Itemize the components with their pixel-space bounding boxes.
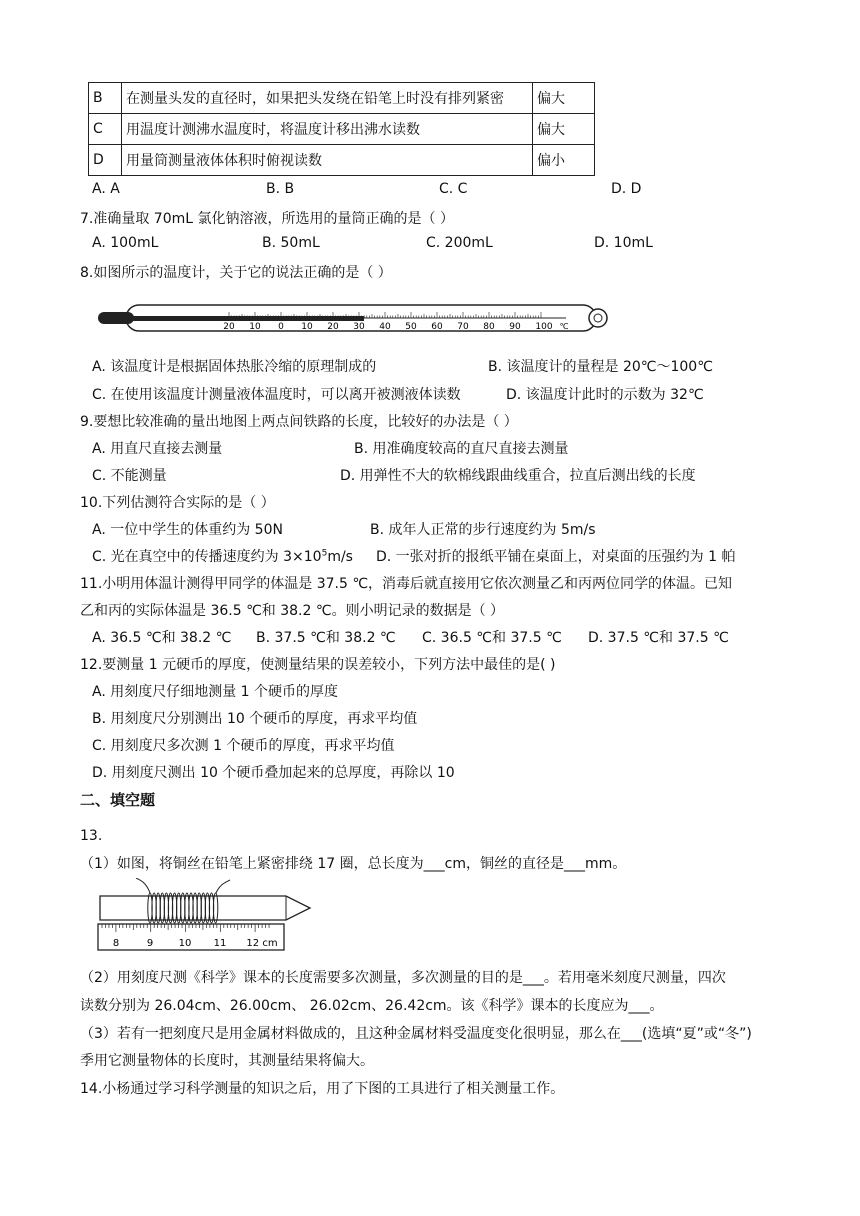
copper-wire-figure xyxy=(96,878,312,954)
q10-option-a: A. 一位中学生的体重约为 50N xyxy=(92,522,283,538)
scale-label: 10 xyxy=(249,322,261,332)
section-heading: 二、填空题 xyxy=(80,791,156,809)
scale-label: 40 xyxy=(379,322,391,332)
q6-option-c: C. C xyxy=(439,181,468,197)
q7-option-b: B. 50mL xyxy=(262,235,320,251)
q12-option-b: B. 用刻度尺分别测出 10 个硬币的厚度，再求平均值 xyxy=(92,711,418,727)
ruler-label: 8 xyxy=(112,938,120,949)
q13-number: 13. xyxy=(80,828,103,844)
q9-option-c: C. 不能测量 xyxy=(92,468,167,484)
q8-option-b: B. 该温度计的量程是 20℃～100℃ xyxy=(488,359,713,375)
scale-unit: ℃ xyxy=(559,322,569,331)
q12-option-a: A. 用刻度尺仔细地测量 1 个硬币的厚度 xyxy=(92,684,339,700)
wire-end xyxy=(136,878,150,893)
thermometer-figure xyxy=(96,298,616,338)
scale-label: 10 xyxy=(301,322,313,332)
q7-option-c: C. 200mL xyxy=(426,235,493,251)
q13-part1: （1）如图，将铜丝在铅笔上紧密排绕 17 圈，总长度为___cm，铜丝的直径是___mm。 xyxy=(80,856,627,872)
ruler-label: 11 xyxy=(213,938,227,949)
q10-stem: 10.下列估测符合实际的是（ ） xyxy=(80,495,275,511)
ruler-label: 9 xyxy=(146,938,154,949)
q11-option-c: C. 36.5 ℃和 37.5 ℃ xyxy=(422,630,562,646)
q6-option-d: D. D xyxy=(611,181,642,197)
scale-label: 20 xyxy=(223,322,235,332)
q9-stem: 9.要想比较准确的量出地图上两点间铁路的长度，比较好的办法是（ ） xyxy=(80,414,518,430)
answer-table xyxy=(88,82,595,176)
q13-part2-line2: 读数分别为 26.04cm、26.00cm、 26.02cm、26.42cm。该《科学》课本的长度应为___。 xyxy=(80,998,664,1014)
scale-label: 0 xyxy=(278,322,284,332)
thermometer-bulb xyxy=(98,312,134,324)
scale-label: 90 xyxy=(509,322,521,332)
q8-option-c: C. 在使用该温度计测量液体温度时，可以离开被测液体读数 xyxy=(92,387,461,403)
scale-label: 20 xyxy=(327,322,339,332)
scale-label: 100 xyxy=(535,322,553,332)
q9-option-a: A. 用直尺直接去测量 xyxy=(92,441,223,457)
q11-stem-line2: 乙和丙的实际体温是 36.5 ℃和 38.2 ℃。则小明记录的数据是（ ） xyxy=(80,603,505,619)
scale-label: 80 xyxy=(483,322,495,332)
q10-option-b: B. 成年人正常的步行速度约为 5m/s xyxy=(370,522,596,538)
q8-option-d: D. 该温度计此时的示数为 32℃ xyxy=(506,387,704,403)
table-row: D 用量筒测量液体体积时俯视读数 偏小 xyxy=(89,145,595,176)
q10-option-c: C. 光在真空中的传播速度约为 $3\times 10^5m/s$ xyxy=(92,548,353,565)
q6-option-a: A. A xyxy=(92,181,120,197)
q11-stem-line1: 11.小明用体温计测得甲同学的体温是 37.5 ℃，消毒后就直接用它依次测量乙和丙两位同学的体温。已知 xyxy=(80,576,733,592)
ruler-label: 10 xyxy=(178,938,192,949)
scale-label: 50 xyxy=(405,322,417,332)
wire-end xyxy=(216,880,230,893)
table-row: C 用温度计测沸水温度时，将温度计移出沸水读数 偏大 xyxy=(89,114,595,145)
scale-label: 30 xyxy=(353,322,365,332)
q8-option-a: A. 该温度计是根据固体热胀冷缩的原理制成的 xyxy=(92,359,377,375)
q12-stem: 12.要测量 1 元硬币的厚度，使测量结果的误差较小，下列方法中最佳的是( ) xyxy=(80,657,556,673)
q7-stem: 7.准确量取 70mL 氯化钠溶液，所选用的量筒正确的是（ ） xyxy=(80,211,454,227)
scale-label: 60 xyxy=(431,322,443,332)
scale-label: 70 xyxy=(457,322,469,332)
ruler-label: 12 cm xyxy=(246,938,278,949)
q10-option-d: D. 一张对折的报纸平铺在桌面上，对桌面的压强约为 1 帕 xyxy=(376,549,736,565)
q9-option-b: B. 用准确度较高的直尺直接去测量 xyxy=(354,441,569,457)
q6-option-b: B. B xyxy=(266,181,295,197)
q11-option-b: B. 37.5 ℃和 38.2 ℃ xyxy=(256,630,396,646)
q13-part3-line1: （3）若有一把刻度尺是用金属材料做成的，且这种金属材料受温度变化很明显，那么在___(选填“夏”或“冬”) xyxy=(80,1026,752,1042)
q11-option-a: A. 36.5 ℃和 38.2 ℃ xyxy=(92,630,232,646)
q12-option-c: C. 用刻度尺多次测 1 个硬币的厚度，再求平均值 xyxy=(92,738,395,754)
q7-option-d: D. 10mL xyxy=(594,235,653,251)
q14-stem: 14.小杨通过学习科学测量的知识之后，用了下图的工具进行了相关测量工作。 xyxy=(80,1081,565,1097)
q9-option-d: D. 用弹性不大的软棉线跟曲线重合，拉直后测出线的长度 xyxy=(340,468,696,484)
q13-part2-line1: （2）用刻度尺测《科学》课本的长度需要多次测量，多次测量的目的是___。若用毫米刻度尺测量，四次 xyxy=(80,970,726,986)
q8-stem: 8.如图所示的温度计，关于它的说法正确的是（ ） xyxy=(80,265,392,281)
q13-part3-line2: 季用它测量物体的长度时，其测量结果将偏大。 xyxy=(80,1053,374,1069)
q7-option-a: A. 100mL xyxy=(92,235,159,251)
thermometer-ring-hole xyxy=(594,314,602,322)
table-row: B 在测量头发的直径时，如果把头发绕在铅笔上时没有排列紧密 偏大 xyxy=(89,83,595,114)
q12-option-d: D. 用刻度尺测出 10 个硬币叠加起来的总厚度，再除以 10 xyxy=(92,765,455,781)
q11-option-d: D. 37.5 ℃和 37.5 ℃ xyxy=(588,630,729,646)
